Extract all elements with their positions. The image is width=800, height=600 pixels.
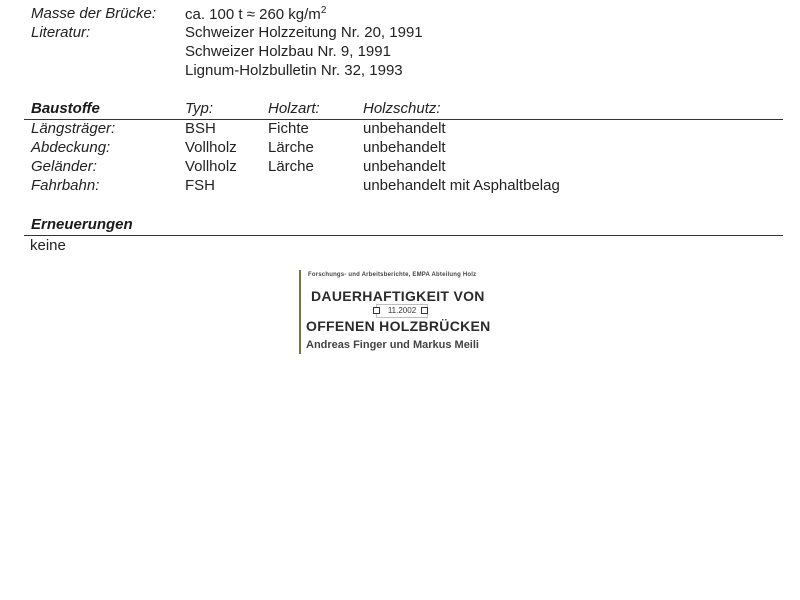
renewals-title: Erneuerungen [31,216,133,233]
literature-label: Literatur: [31,24,91,41]
table-cell-protection: unbehandelt [363,158,446,175]
table-row-label: Abdeckung: [31,139,111,156]
footer-accent-bar [299,270,301,354]
table-cell-type: Vollholz [185,139,237,156]
renewals-value: keine [30,237,66,254]
literature-item: Schweizer Holzzeitung Nr. 20, 1991 [185,24,423,41]
footer-series: Forschungs- und Arbeitsberichte, EMPA Abteilung Holz [308,272,477,278]
table-row-label: Fahrbahn: [31,177,100,194]
materials-header-protection: Holzschutz: [363,100,441,117]
materials-header-wood: Holzart: [268,100,320,117]
table-cell-type: Vollholz [185,158,237,175]
table-cell-type: BSH [185,120,216,137]
renewals-divider [24,235,783,236]
resize-handle-left[interactable] [373,307,380,314]
footer-authors: Andreas Finger und Markus Meili [306,339,479,351]
literature-item: Lignum-Holzbulletin Nr. 32, 1993 [185,62,403,79]
mass-value-sup: 2 [320,5,327,16]
materials-header-type: Typ: [185,100,214,117]
table-cell-wood: Lärche [268,158,314,175]
table-row-label: Längsträger: [31,120,116,137]
table-cell-type: FSH [185,177,215,194]
table-cell-protection: unbehandelt [363,120,446,137]
table-cell-protection: unbehandelt [363,139,446,156]
table-cell-wood: Fichte [268,120,309,137]
footer-title-line1: DAUERHAFTIGKEIT VON [311,288,485,304]
footer-title-line2: OFFENEN HOLZBRÜCKEN [306,318,491,334]
materials-title: Baustoffe [31,100,100,117]
table-row-label: Geländer: [31,158,97,175]
table-cell-wood: Lärche [268,139,314,156]
table-cell-protection: unbehandelt mit Asphaltbelag [363,177,560,194]
date-stamp-text: 11.2002 [387,306,417,315]
mass-value-text: ca. 100 t ≈ 260 kg/m [185,6,321,23]
mass-label: Masse der Brücke: [31,5,157,22]
mass-value [185,5,326,23]
literature-item: Schweizer Holzbau Nr. 9, 1991 [185,43,391,60]
resize-handle-right[interactable] [421,307,428,314]
